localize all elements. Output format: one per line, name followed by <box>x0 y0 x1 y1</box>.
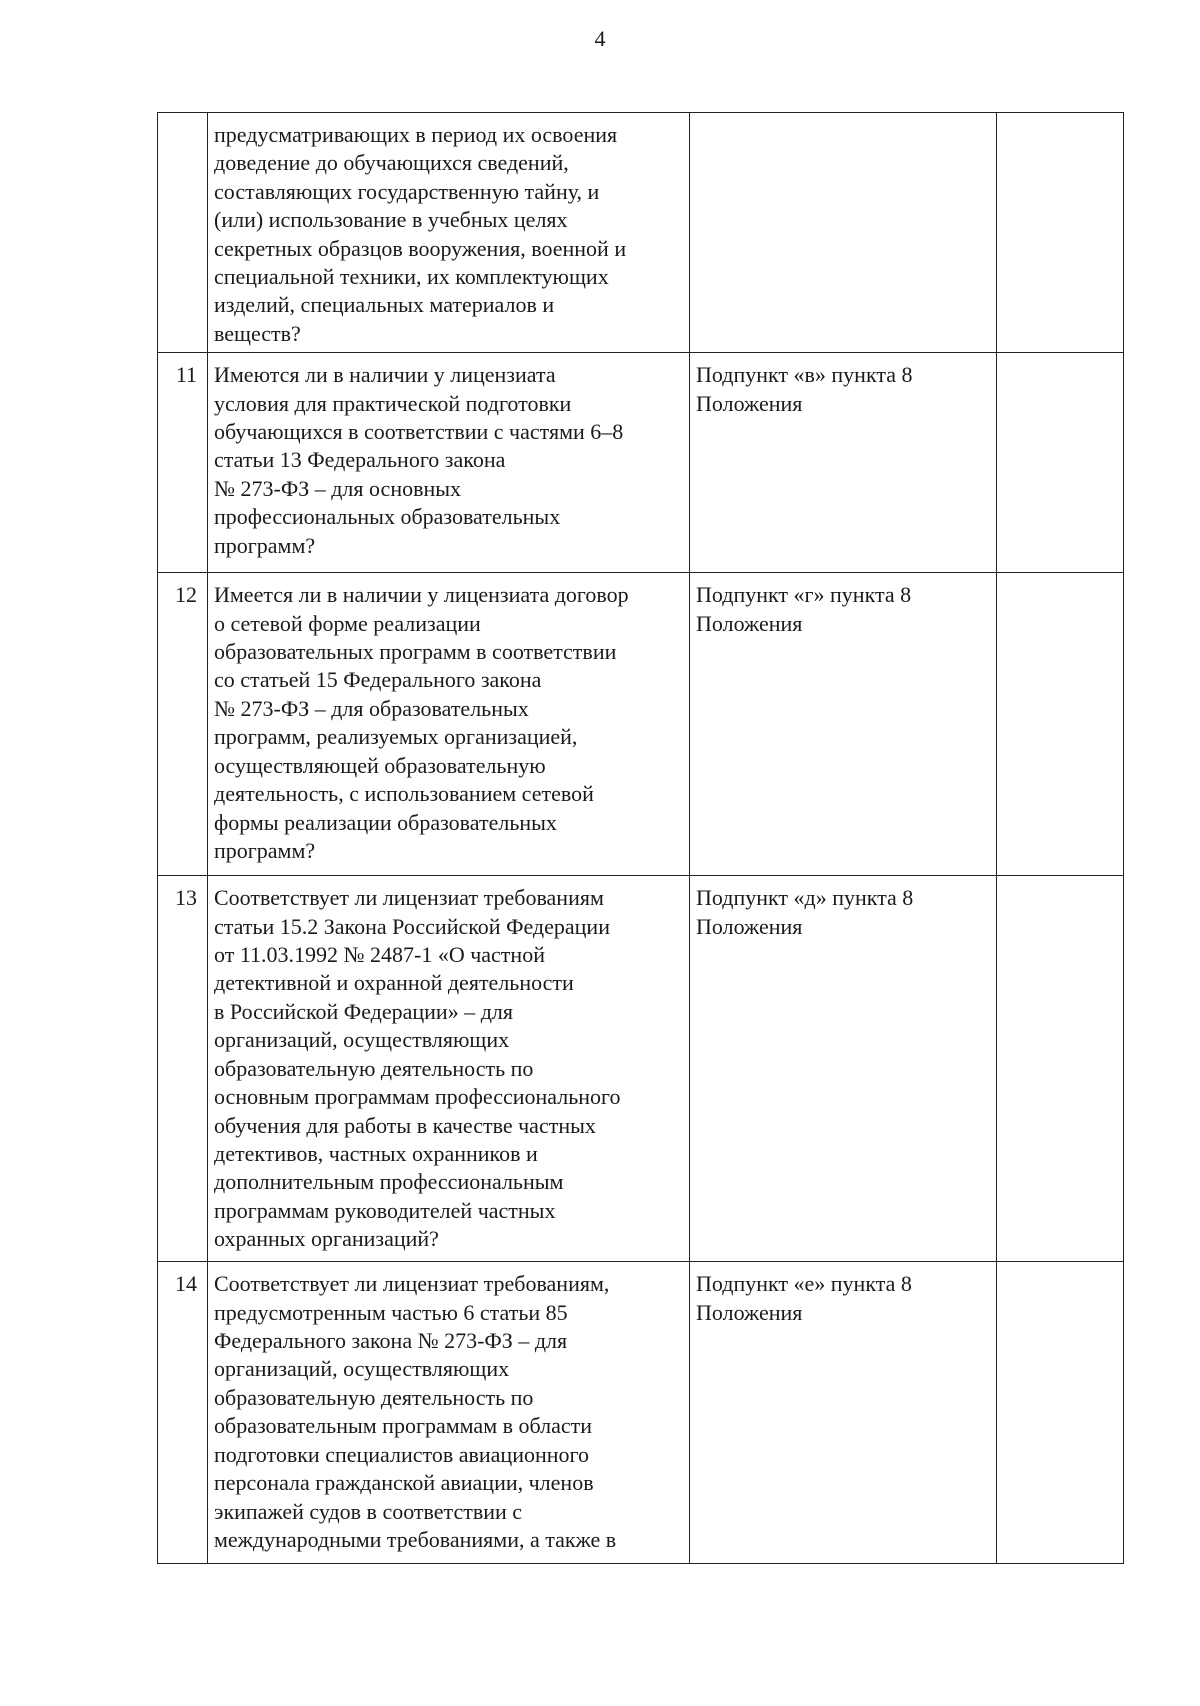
table-row <box>158 353 1124 573</box>
legal-basis-cell: Подпункт «д» пункта 8 Положения <box>690 876 997 1262</box>
row-number: 12 <box>158 573 208 876</box>
notes-cell <box>997 353 1124 573</box>
notes-cell <box>997 876 1124 1262</box>
row-number: 14 <box>158 1262 208 1564</box>
question-cell: предусматривающих в период их освоения доведение до обучающихся сведений, составляющих государственную тайну, и (или) использование в учебных целях секретных образцов вооружения, военной и специальной техники, их комплектующих изделий, специальных материалов и веществ? <box>208 113 690 353</box>
row-number <box>158 113 208 353</box>
page-number: 4 <box>594 26 606 51</box>
notes-cell <box>997 573 1124 876</box>
question-cell: Имеются ли в наличии у лицензиата условия для практической подготовки обучающихся в соответствии с частями 6–8 статьи 13 Федерального закона № 273-ФЗ – для основных профессиональных образовательных программ? <box>208 353 690 573</box>
legal-basis-cell: Подпункт «в» пункта 8 Положения <box>690 353 997 573</box>
row-number: 13 <box>158 876 208 1262</box>
table-row <box>158 876 1124 1262</box>
table-row <box>158 1262 1124 1564</box>
question-cell: Соответствует ли лицензиат требованиям, предусмотренным частью 6 статьи 85 Федерального закона № 273-ФЗ – для организаций, осуществляющих образовательную деятельность по образовательным программам в области подготовки специалистов авиационного персонала гражданской авиации, членов экипажей судов в соответствии с международными требованиями, а также в <box>208 1262 690 1564</box>
row-number: 11 <box>158 353 208 573</box>
legal-basis-cell: Подпункт «е» пункта 8 Положения <box>690 1262 997 1564</box>
table-row <box>158 573 1124 876</box>
legal-basis-cell <box>690 113 997 353</box>
checklist-table <box>157 112 1124 1564</box>
question-cell: Соответствует ли лицензиат требованиям статьи 15.2 Закона Российской Федерации от 11.03.1992 № 2487-1 «О частной детективной и охранной деятельности в Российской Федерации» – для организаций, осуществляющих образовательную деятельность по основным программам профессионального обучения для работы в качестве частных детективов, частных охранников и дополнительным профессиональным программам руководителей частных охранных организаций? <box>208 876 690 1262</box>
question-cell: Имеется ли в наличии у лицензиата договор о сетевой форме реализации образовательных программ в соответствии со статьей 15 Федерального закона № 273-ФЗ – для образовательных программ, реализуемых организацией, осуществляющей образовательную деятельность, с использованием сетевой формы реализации образовательных программ? <box>208 573 690 876</box>
legal-basis-cell: Подпункт «г» пункта 8 Положения <box>690 573 997 876</box>
notes-cell <box>997 113 1124 353</box>
table-row <box>158 113 1124 353</box>
notes-cell <box>997 1262 1124 1564</box>
